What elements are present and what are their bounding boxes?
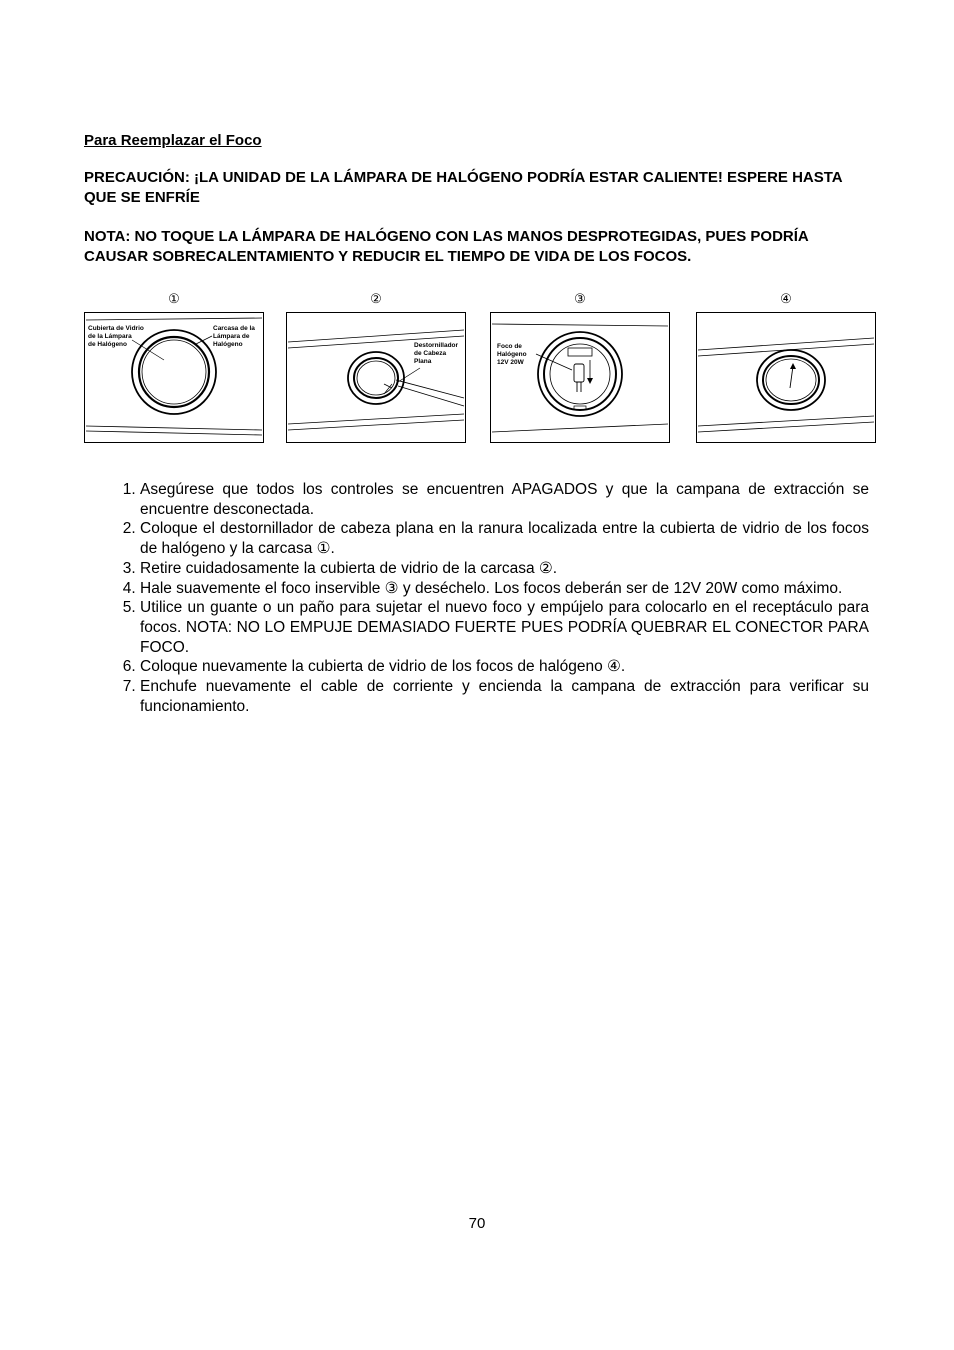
figure-1 — [84, 288, 264, 446]
instruction-steps — [84, 480, 869, 716]
step-4: 4. Hale suavemente el foco inservible ③ y deséchelo. Los focos deberán ser de 12V 20W como máximo. — [140, 579, 869, 599]
step-7: 7. Enchufe nuevamente el cable de corriente y encienda la campana de extracción para verificar su funcionamiento. — [140, 677, 869, 716]
figure-3-label-1: Foco de — [497, 343, 522, 350]
figure-3 — [490, 288, 670, 446]
figure-3-label-3: 12V 20W — [497, 359, 524, 366]
figure-1-label-2: de la Lámpara — [88, 333, 132, 340]
figure-3-illustration — [490, 312, 670, 444]
figure-2-label-3: Plana — [414, 358, 432, 365]
figure-4-number: ④ — [780, 291, 792, 306]
figure-2 — [286, 288, 466, 446]
figure-3-number: ③ — [574, 291, 586, 306]
figure-2-label-1: Destornillador — [414, 342, 459, 349]
figure-1-illustration — [84, 312, 264, 444]
step-3: 3. Retire cuidadosamente la cubierta de vidrio de la carcasa ②. — [140, 559, 869, 579]
figure-2-label-2: de Cabeza — [414, 350, 447, 357]
figure-4-illustration — [696, 312, 876, 444]
note-text: NOTA: NO TOQUE LA LÁMPARA DE HALÓGENO CON LAS MANOS DESPROTEGIDAS, PUES PODRÍA CAUSAR SOBRECALENTAMIENTO Y REDUCIR EL TIEMPO DE VIDA DE LOS FOCOS. — [84, 228, 809, 265]
caution-text: PRECAUCIÓN: ¡LA UNIDAD DE LA LÁMPARA DE HALÓGENO PODRÍA ESTAR CALIENTE! ESPERE HASTA QUE SE ENFRÍE — [84, 169, 843, 206]
step-5: 5. Utilice un guante o un paño para sujetar el nuevo foco y empújelo para colocarlo en el receptáculo para focos. NOTA: NO LO EMPUJE DEMASIADO FUERTE PUES PODRÍA QUEBRAR EL CONECTOR PARA FOCO. — [140, 598, 869, 657]
section-heading: Para Reemplazar el Foco — [84, 132, 262, 149]
figure-1-label-1: Cubierta de Vidrio — [88, 325, 144, 332]
figure-1-label-4: Carcasa de la — [213, 325, 255, 332]
page-number: 70 — [468, 1215, 486, 1232]
figure-1-number: ① — [168, 291, 180, 306]
step-6: 6. Coloque nuevamente la cubierta de vidrio de los focos de halógeno ④. — [140, 657, 869, 677]
figure-4 — [696, 288, 876, 446]
figure-1-label-5: Lámpara de — [213, 333, 250, 340]
figure-2-illustration — [286, 312, 466, 444]
figure-1-label-6: Halógeno — [213, 341, 243, 348]
step-2: 2. Coloque el destornillador de cabeza plana en la ranura localizada entre la cubierta de vidrio de los focos de halógeno y la carcasa ①. — [140, 519, 869, 558]
figure-2-number: ② — [370, 291, 382, 306]
figure-1-label-3: de Halógeno — [88, 341, 128, 348]
figure-3-label-2: Halógeno — [497, 351, 527, 358]
step-1: 1. Asegúrese que todos los controles se encuentren APAGADOS y que la campana de extracción se encuentre desconectada. — [140, 480, 869, 519]
